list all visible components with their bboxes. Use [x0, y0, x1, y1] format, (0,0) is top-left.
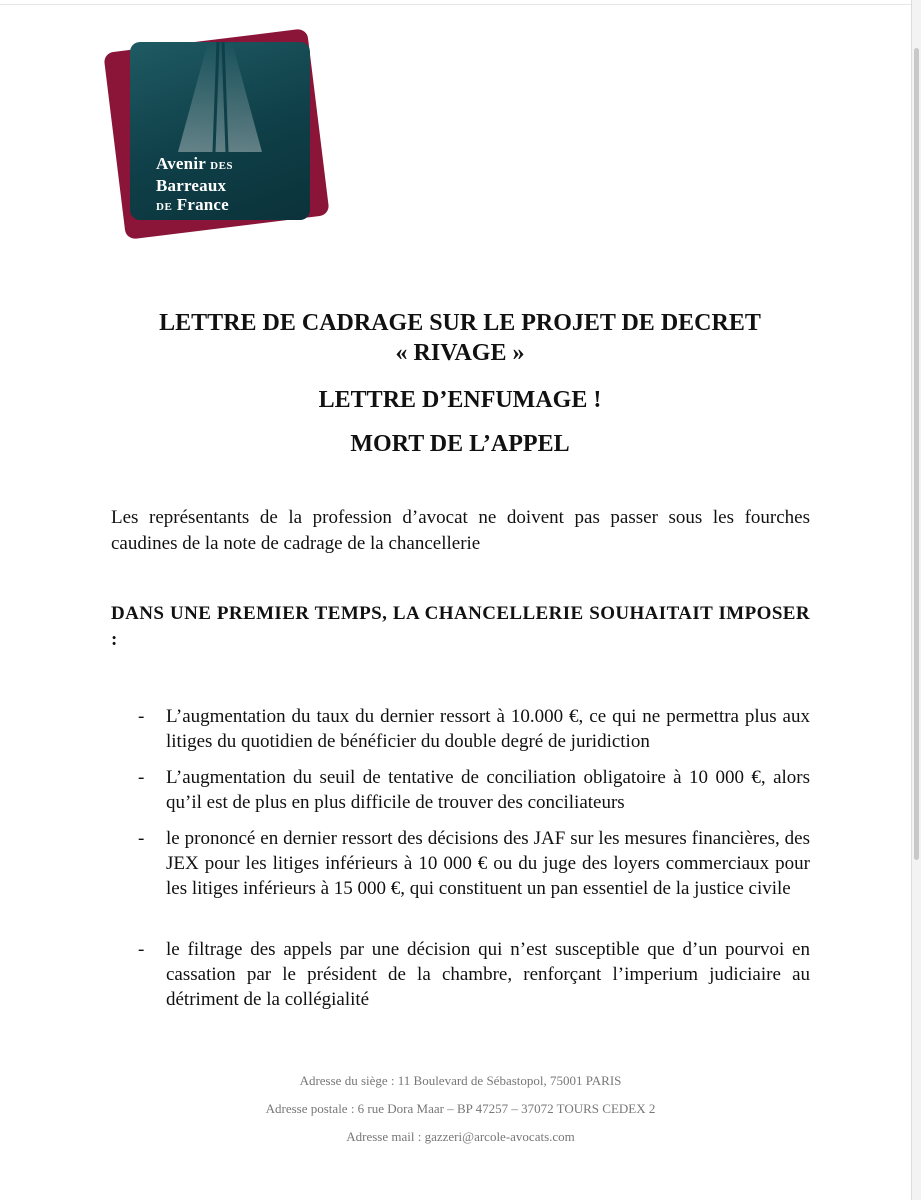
list-bullet: - — [138, 767, 145, 788]
list-bullet: - — [138, 706, 145, 727]
list-item-text: le filtrage des appels par une décision qui n’est susceptible que d’un pourvoi en cassation par le président de la chambre, renforçant l’imperium judiciaire au détriment de la collégialité — [166, 939, 810, 1010]
logo-word-barreaux: Barreaux — [156, 176, 227, 195]
title-line-4: MORT DE L’APPEL — [350, 431, 570, 457]
title-line-1: LETTRE DE CADRAGE SUR LE PROJET DE DECRET — [159, 310, 761, 336]
list-item-text: le prononcé en dernier ressort des décisions des JAF sur les mesures financières, des JEX pour les litiges inférieurs à 10 000 € ou du juge des loyers commerciaux pour les litiges inférieurs à 15 000 €, qui constituent un pan essentiel de la justice civile — [166, 828, 810, 899]
logo-wordmark — [156, 154, 233, 217]
logo-word-de: DE — [156, 201, 173, 213]
title-line-2: « RIVAGE » — [395, 340, 525, 366]
organization-logo — [112, 22, 338, 236]
logo-word-france: France — [176, 195, 229, 214]
scrollbar-track[interactable] — [911, 0, 921, 1200]
logo-front-square — [130, 42, 310, 220]
list-item-text: L’augmentation du taux du dernier ressort à 10.000 €, ce qui ne permettra plus aux litiges du quotidien de bénéficier du double degré de juridiction — [166, 706, 810, 752]
list-bullet: - — [138, 828, 145, 849]
footer-address-postale: Adresse postale : 6 rue Dora Maar – BP 47257 – 37072 TOURS CEDEX 2 — [265, 1101, 656, 1116]
footer-address-mail: Adresse mail : gazzeri@arcole-avocats.com — [346, 1129, 575, 1144]
list-bullet: - — [138, 939, 145, 960]
page-top-edge — [0, 4, 911, 5]
scrollbar-thumb[interactable] — [914, 48, 919, 860]
list-item-text: L’augmentation du seuil de tentative de conciliation obligatoire à 10 000 €, alors qu’il est de plus en plus difficile de trouver des conciliateurs — [166, 767, 810, 813]
logo-word-des: DES — [210, 160, 234, 172]
footer-address-siege: Adresse du siège : 11 Boulevard de Sébastopol, 75001 PARIS — [299, 1073, 622, 1088]
section-subheading: DANS UNE PREMIER TEMPS, LA CHANCELLERIE SOUHAITAIT IMPOSER : — [111, 603, 810, 650]
logo-word-avenir: Avenir — [156, 154, 206, 173]
title-line-3: LETTRE D’ENFUMAGE ! — [318, 387, 602, 413]
intro-paragraph: Les représentants de la profession d’avocat ne doivent pas passer sous les fourches caudines de la note de cadrage de la chancellerie — [111, 507, 810, 554]
